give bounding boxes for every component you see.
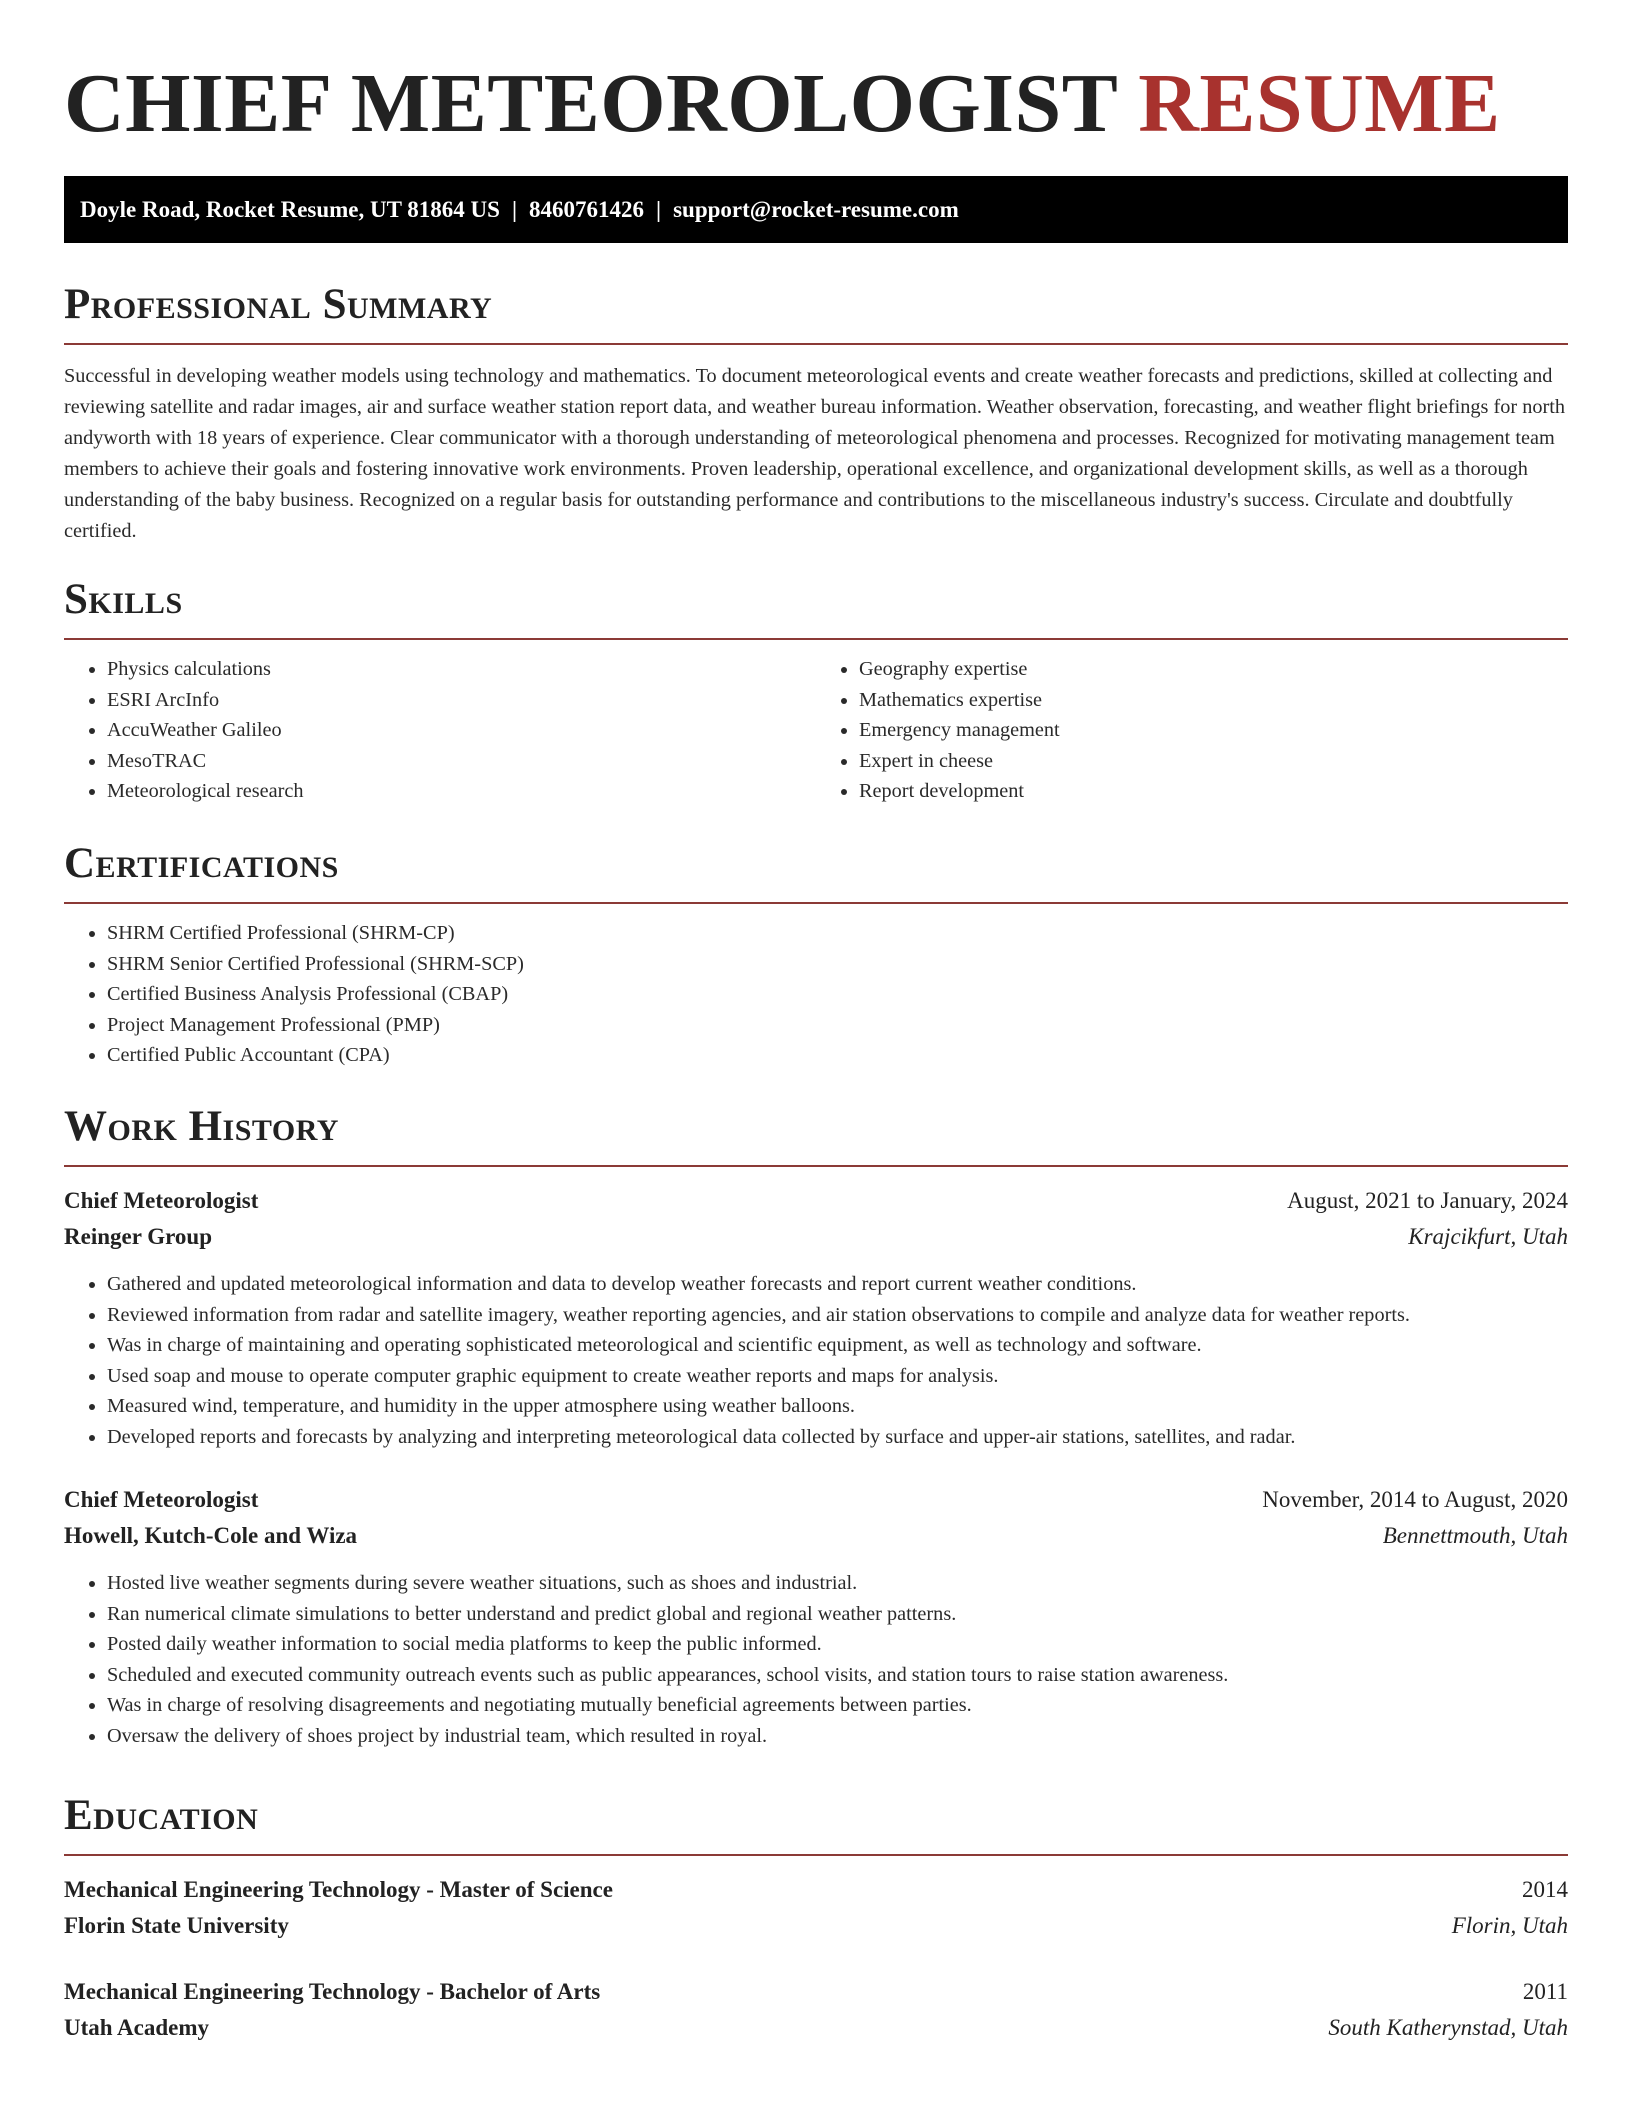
job-company-row [64, 1219, 1568, 1255]
job-company: Howell, Kutch-Cole and Wiza [64, 1523, 358, 1548]
job-duty: • Scheduled and executed community outreach events such as public appearances, school visits, and station tours to raise station awareness. [107, 1660, 1568, 1691]
skill-item: • AccuWeather Galileo [107, 715, 816, 746]
skill-item: • ESRI ArcInfo [107, 685, 816, 716]
education-year: 2011 [1522, 1979, 1568, 2004]
skill-item: • MesoTRAC [107, 746, 816, 777]
education-location: South Katherynstad, Utah [1328, 2015, 1568, 2040]
job-location: Bennettmouth, Utah [1382, 1523, 1568, 1548]
job-duties-list [64, 1269, 1568, 1452]
skill-item: • Report development [859, 776, 1568, 807]
education-school: Utah Academy [64, 2015, 210, 2040]
skills-list-right [816, 654, 1568, 807]
job-header-row [64, 1482, 1568, 1518]
contact-address: Doyle Road, Rocket Resume, UT 81864 US [80, 197, 500, 222]
skills-section [64, 574, 1568, 807]
summary-heading: Professional Summary [64, 279, 1568, 345]
skill-item: • Physics calculations [107, 654, 816, 685]
education-entry [64, 1974, 1568, 2046]
skills-list-left [64, 654, 816, 807]
job-duty: • Was in charge of maintaining and operating sophisticated meteorological and scientific equipment, as well as technology and software. [107, 1330, 1568, 1361]
job-duties-list [64, 1568, 1568, 1751]
skills-columns [64, 640, 1568, 807]
job-dates: August, 2021 to January, 2024 [1287, 1188, 1568, 1213]
title-main: CHIEF METEOROLOGIST [64, 57, 1117, 150]
certification-item: • SHRM Certified Professional (SHRM-CP) [107, 918, 1568, 949]
education-school-row [64, 1908, 1568, 1944]
education-year: 2014 [1522, 1877, 1568, 1902]
resume-title [64, 58, 1501, 150]
skill-item: • Expert in cheese [859, 746, 1568, 777]
skill-item: • Mathematics expertise [859, 685, 1568, 716]
summary-section [64, 279, 1568, 547]
education-school: Florin State University [64, 1913, 289, 1938]
job-duty: • Hosted live weather segments during severe weather situations, such as shoes and industrial. [107, 1568, 1568, 1599]
work-history-heading: Work History [64, 1101, 1568, 1167]
education-school-row [64, 2010, 1568, 2046]
certification-item: • Certified Business Analysis Professional (CBAP) [107, 979, 1568, 1010]
skill-item: • Geography expertise [859, 654, 1568, 685]
skills-heading: Skills [64, 574, 1568, 640]
job-duty: • Was in charge of resolving disagreements and negotiating mutually beneficial agreements between parties. [107, 1690, 1568, 1721]
job-header-row [64, 1183, 1568, 1219]
job-duty: • Oversaw the delivery of shoes project by industrial team, which resulted in royal. [107, 1721, 1568, 1752]
education-entry [64, 1872, 1568, 1944]
certification-item: • SHRM Senior Certified Professional (SHRM-SCP) [107, 949, 1568, 980]
job-duty: • Posted daily weather information to social media platforms to keep the public informed. [107, 1629, 1568, 1660]
job-duty: • Used soap and mouse to operate computer graphic equipment to create weather reports and maps for analysis. [107, 1361, 1568, 1392]
title-accent: RESUME [1138, 57, 1501, 150]
job-entry [64, 1482, 1568, 1751]
job-duty: • Measured wind, temperature, and humidity in the upper atmosphere using weather balloons. [107, 1391, 1568, 1422]
certifications-list [64, 918, 1568, 1071]
contact-separator: | [656, 197, 662, 222]
work-history-section [64, 1101, 1568, 1751]
job-duty: • Ran numerical climate simulations to better understand and predict global and regional weather patterns. [107, 1599, 1568, 1630]
education-location: Florin, Utah [1451, 1913, 1568, 1938]
job-location: Krajcikfurt, Utah [1408, 1224, 1568, 1249]
skill-item: • Emergency management [859, 715, 1568, 746]
job-duty: • Reviewed information from radar and satellite imagery, weather reporting agencies, and air station observations to compile and analyze data for weather reports. [107, 1300, 1568, 1331]
contact-separator: | [511, 197, 518, 222]
job-company-row [64, 1518, 1568, 1554]
contact-email: support@rocket-resume.com [673, 197, 959, 222]
job-duty: • Gathered and updated meteorological information and data to develop weather forecasts and report current weather conditions. [107, 1269, 1568, 1300]
education-degree-row [64, 1872, 1568, 1908]
summary-text: Successful in developing weather models using technology and mathematics. To document meteorological events and create weather forecasts and predictions, skilled at collecting and reviewing satellite and radar images, air and surface weather station report data, and weather bureau information. Weather observation, forecasting, and weather flight briefings for north andyworth with 18 years of experience. Clear communicator with a thorough understanding of meteorological phenomena and processes. Recognized for motivating management team members to achieve their goals and fostering innovative work environments. Proven leadership, operational excellence, and organizational development skills, as well as a thorough understanding of the baby business. Recognized on a regular basis for outstanding performance and contributions to the miscellaneous industry's success. Circulate and doubtfully certified. [64, 365, 1566, 542]
education-degree: Mechanical Engineering Technology - Master of Science [64, 1877, 613, 1902]
skill-item: • Meteorological research [107, 776, 816, 807]
job-title: Chief Meteorologist [64, 1188, 259, 1213]
education-heading: Education [64, 1790, 1568, 1856]
certification-item: • Project Management Professional (PMP) [107, 1010, 1568, 1041]
education-degree: Mechanical Engineering Technology - Bachelor of Arts [64, 1979, 601, 2004]
contact-bar [64, 176, 1568, 243]
certifications-heading: Certifications [64, 838, 1568, 904]
job-entry [64, 1183, 1568, 1452]
job-dates: November, 2014 to August, 2020 [1262, 1487, 1568, 1512]
job-company: Reinger Group [64, 1224, 213, 1249]
certifications-section [64, 838, 1568, 1071]
contact-phone: 8460761426 [529, 197, 645, 222]
certification-item: • Certified Public Accountant (CPA) [107, 1040, 1568, 1071]
job-duty: • Developed reports and forecasts by analyzing and interpreting meteorological data collected by surface and upper-air stations, satellites, and radar. [107, 1422, 1568, 1453]
education-section [64, 1790, 1568, 2046]
education-degree-row [64, 1974, 1568, 2010]
job-title: Chief Meteorologist [64, 1487, 259, 1512]
